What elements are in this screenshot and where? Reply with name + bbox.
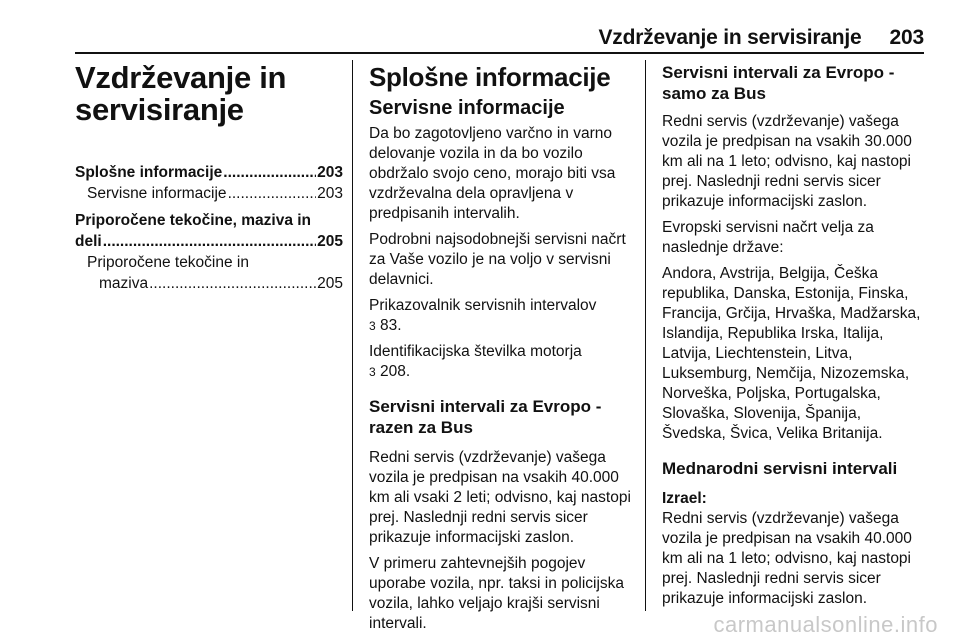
chapter-title (75, 62, 343, 126)
chapter-title-line-2: servisiranje (75, 92, 244, 127)
toc-entry-page: 203 (317, 185, 343, 202)
page-number: 203 (889, 26, 924, 49)
paragraph: Redni servis (vzdrževanje) vašega vozila je predpisan na vsakih 40.000 km ali vsaki 2 leti; odvisno, kaj nastopi prej. Naslednji redni servis sicer prikazuje informacijski zaslon. (369, 449, 631, 546)
toc-entry-label: Servisne informacije (87, 185, 227, 202)
page-header (598, 26, 924, 50)
toc-leader-dots (103, 231, 316, 252)
paragraph: V primeru zahtevnejših pogojev uporabe vozila, npr. taksi in policijska vozila, lahko veljajo krajši servisni intervali. (369, 555, 625, 632)
toc-entry-page: 205 (317, 275, 343, 292)
country-list: Andora, Avstrija, Belgija, Češka republika, Danska, Estonija, Finska, Francija, Grčija, Hrvaška, Madžarska, Islandija, Republika Irska, Italija, Latvija, Liechtenstein, Litva, Luksemburg, Nemčija, Nizozemska, Norveška, Poljska, Portugalska, Slovaška, Slovenija, Španija, Švedska, Švica, Velika Britanija. (662, 265, 921, 442)
israel-label: Izrael: (662, 490, 707, 507)
heading-europe-bus-only (662, 62, 924, 104)
toc-entry-fluids-lubricants-parts[interactable] (75, 210, 343, 252)
toc-entry-label-line-2: deli (75, 233, 102, 250)
cross-reference[interactable] (369, 296, 637, 336)
paragraph: Da bo zagotovljeno varčno in varno delovanje vozila in da bo vozilo obdržalo svojo ceno, morajo biti vsa vzdrževalna dela opravljena v predpisanih intervalih. (369, 125, 616, 222)
toc-entry-general-info[interactable] (75, 162, 343, 183)
toc-entry-label-line-1: Priporočene tekočine, maziva in (75, 212, 312, 229)
reference-text: Prikazovalnik servisnih intervalov (369, 297, 597, 314)
page-arrow-icon: 3 (369, 365, 376, 379)
heading-line-2: samo za Bus (662, 84, 766, 103)
page-arrow-icon: 3 (369, 319, 376, 333)
reference-text: Identifikacijska številka motorja (369, 343, 582, 360)
header-rule (75, 52, 924, 54)
running-title: Vzdrževanje in servisiranje (598, 26, 862, 49)
toc-entry-fluids-lubricants[interactable] (75, 252, 343, 294)
paragraph: Evropski servisni načrt velja za naslednje države: (662, 219, 874, 256)
paragraph: Podrobni najsodobnejši servisni načrt za Vaše vozilo je na voljo v servisni delavnici. (369, 231, 626, 288)
toc-leader-dots (149, 273, 316, 294)
toc-entry-page: 205 (317, 233, 343, 250)
toc-leader-dots (228, 183, 317, 204)
column-3 (662, 62, 924, 615)
chapter-title-line-1: Vzdrževanje in (75, 60, 287, 95)
watermark: carmanualsonline.info (713, 612, 938, 637)
table-of-contents (75, 162, 343, 294)
toc-entry-label-line-2: maziva (99, 275, 149, 292)
column-divider-1 (352, 60, 353, 611)
column-2 (369, 62, 637, 640)
heading-line-2: razen za Bus (369, 418, 473, 437)
toc-entry-service-info[interactable] (75, 183, 343, 204)
toc-entry-page: 203 (317, 164, 343, 181)
reference-page: 83. (380, 317, 402, 334)
heading-line-1: Servisni intervali za Evropo - (369, 397, 602, 416)
toc-entry-label-line-1: Priporočene tekočine in (87, 254, 249, 271)
section-title: Splošne informacije (369, 62, 611, 92)
heading-europe-except-bus (369, 396, 637, 438)
paragraph: Redni servis (vzdrževanje) vašega vozila je predpisan na vsakih 40.000 km ali na 1 leto; odvisno, kaj nastopi prej. Naslednji redni servis sicer prikazuje informacijski zaslon. (662, 510, 912, 607)
toc-leader-dots (223, 162, 316, 183)
column-1 (75, 62, 343, 294)
reference-page: 208. (380, 363, 411, 380)
toc-entry-label: Splošne informacije (75, 164, 223, 181)
subsection-title: Servisne informacije (369, 97, 565, 119)
heading-line-1: Servisni intervali za Evropo - (662, 63, 895, 82)
cross-reference[interactable] (369, 342, 637, 382)
heading-international-intervals: Mednarodni servisni intervali (662, 459, 898, 478)
paragraph: Redni servis (vzdrževanje) vašega vozila je predpisan na vsakih 30.000 km ali na 1 leto; odvisno, kaj nastopi prej. Naslednji redni servis sicer prikazuje informacijski zaslon. (662, 113, 912, 210)
column-divider-2 (645, 60, 646, 611)
